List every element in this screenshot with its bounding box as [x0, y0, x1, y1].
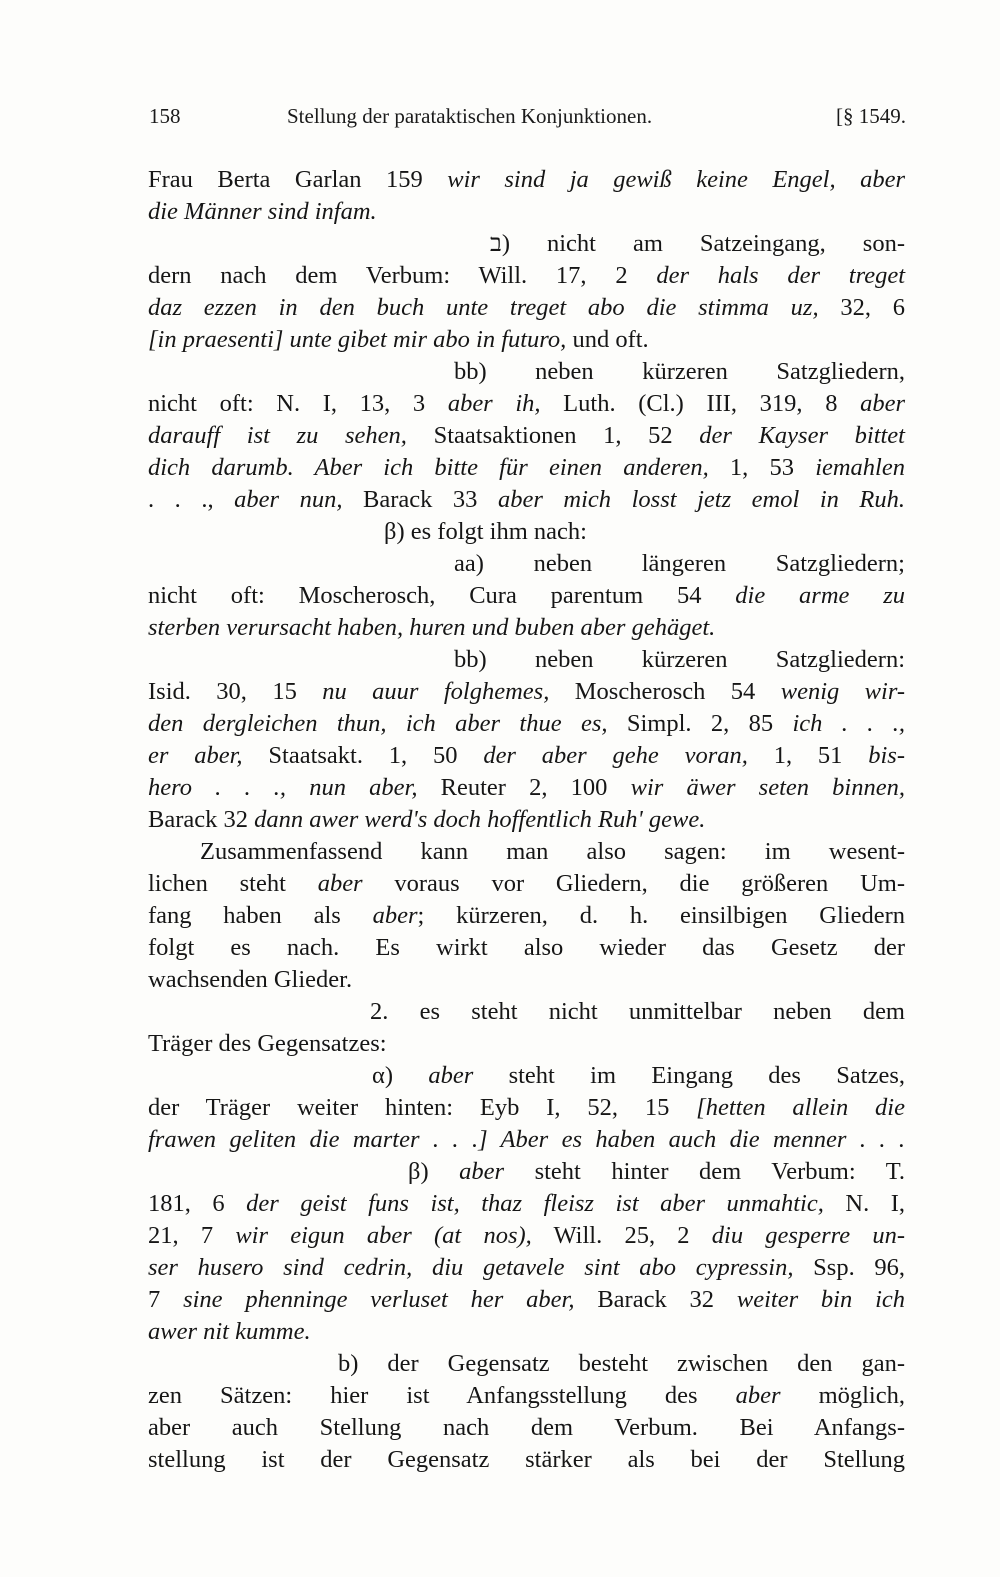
text-line: [338, 1348, 905, 1380]
italic-quote: die arme zu: [735, 582, 905, 609]
text-line: [148, 1412, 905, 1444]
italic-quote: aber nun,: [234, 486, 343, 513]
text-run: Staatsakt. 1, 50: [242, 742, 484, 769]
italic-quote: der geist funs ist, thaz fleisz ist aber unmahtic,: [246, 1190, 824, 1217]
italic-quote: wir eigun aber (at nos),: [235, 1222, 532, 1249]
text-run: Luth. (Cl.) III, 319, 8: [540, 390, 861, 417]
text-line: [148, 868, 905, 900]
italic-quote: aber: [459, 1158, 505, 1185]
text-line: [148, 740, 905, 772]
text-line: [148, 164, 905, 196]
text-run: 1, 51: [747, 742, 869, 769]
text-line: [454, 548, 905, 580]
italic-quote: frawen geliten die marter . . .] Aber es haben auch die menner . . .: [148, 1126, 905, 1153]
text-line: [148, 1188, 905, 1220]
italic-quote: nu auur folghemes,: [322, 678, 550, 705]
text-run: ב) nicht am Satzeingang, son-: [490, 230, 905, 257]
italic-quote: dann awer werd's doch hoffentlich Ruh' gewe.: [254, 806, 706, 833]
text-run: β) es folgt ihm nach:: [384, 518, 587, 545]
text-line: [148, 900, 905, 932]
text-line: [148, 324, 649, 356]
italic-quote: [hetten allein die: [696, 1094, 905, 1121]
text-run: 32, 6: [818, 294, 906, 321]
italic-quote: der aber gehe voran,: [483, 742, 748, 769]
text-run: nicht oft: N. I, 13, 3: [148, 390, 448, 417]
text-run: Will. 25, 2: [531, 1222, 712, 1249]
section-number: [§ 1549.: [836, 104, 906, 128]
text-run: β): [408, 1158, 460, 1185]
text-run: Barack 32: [148, 806, 255, 833]
text-run: zen Sätzen: hier ist Anfangsstellung des: [148, 1382, 736, 1409]
italic-quote: den dergleichen thun, ich aber thue es,: [148, 710, 608, 737]
text-run: aber auch Stellung nach dem Verbum. Bei Anfangs-: [148, 1414, 905, 1441]
italic-quote: aber: [317, 870, 363, 897]
text-line: [408, 1156, 905, 1188]
text-line: [490, 228, 905, 260]
text-run: ; kürzeren, d. h. einsilbigen Gliedern: [417, 902, 905, 929]
text-line: [148, 676, 905, 708]
text-line: [372, 1060, 905, 1092]
text-line: [454, 644, 905, 676]
text-run: wachsenden Glieder.: [148, 966, 353, 993]
text-run: Reuter 2, 100: [417, 774, 631, 801]
text-run: fang haben als: [148, 902, 373, 929]
text-run: lichen steht: [148, 870, 318, 897]
text-run: 21, 7: [148, 1222, 236, 1249]
text-line: [148, 1124, 905, 1156]
text-line: [148, 196, 377, 228]
text-line: [148, 580, 905, 612]
text-run: Ssp. 96,: [793, 1254, 905, 1281]
italic-quote: die Männer sind infam.: [148, 198, 377, 225]
italic-quote: awer nit kumme.: [148, 1318, 311, 1345]
text-run: Staatsaktionen 1, 52: [406, 422, 700, 449]
text-run: steht hinter dem Verbum: T.: [504, 1158, 905, 1185]
italic-quote: ser husero sind cedrin, diu getavele sint abo cypressin,: [148, 1254, 794, 1281]
italic-quote: der Kayser bittet: [699, 422, 905, 449]
text-run: der Träger weiter hinten: Eyb I, 52, 15: [148, 1094, 697, 1121]
text-line: [148, 420, 905, 452]
text-line: [148, 932, 905, 964]
text-line: [384, 516, 587, 548]
text-run: bb) neben kürzeren Satzgliedern,: [454, 358, 905, 385]
running-header: [149, 104, 906, 138]
italic-quote: ich . . .,: [792, 710, 905, 737]
text-line: [370, 996, 905, 1028]
text-run: 1, 53: [708, 454, 816, 481]
text-run: nicht oft: Moscherosch, Cura parentum 54: [148, 582, 736, 609]
italic-quote: aber mich losst jetz emol in Ruh.: [497, 486, 906, 513]
text-run: folgt es nach. Es wirkt also wieder das Gesetz der: [148, 934, 905, 961]
page-number: 158: [149, 104, 181, 128]
italic-quote: daz ezzen in den buch unte treget abo die stimma uz,: [148, 294, 819, 321]
text-run: 2. es steht nicht unmittelbar neben dem: [370, 998, 905, 1025]
text-run: b) der Gegensatz besteht zwischen den gan-: [338, 1350, 905, 1377]
italic-quote: sine phenninge verluset her aber,: [183, 1286, 575, 1313]
text-line: [148, 1284, 905, 1316]
text-line: [148, 1092, 905, 1124]
text-line: [148, 260, 905, 292]
text-line: [148, 452, 905, 484]
text-run: α): [372, 1062, 429, 1089]
text-line: [200, 836, 905, 868]
text-line: [148, 804, 705, 836]
italic-quote: darauff ist zu sehen,: [148, 422, 407, 449]
italic-quote: aber: [735, 1382, 781, 1409]
text-line: [148, 1444, 905, 1476]
text-line: [148, 1220, 905, 1252]
text-run: möglich,: [780, 1382, 905, 1409]
text-line: [148, 612, 715, 644]
text-line: [148, 964, 352, 996]
text-run: 181, 6: [148, 1190, 247, 1217]
italic-quote: der hals der treget: [656, 262, 905, 289]
text-run: bb) neben kürzeren Satzgliedern:: [454, 646, 905, 673]
italic-quote: iemahlen: [815, 454, 905, 481]
text-run: Moscherosch 54: [549, 678, 781, 705]
italic-quote: aber: [372, 902, 418, 929]
text-run: 7: [148, 1286, 184, 1313]
text-line: [148, 1252, 905, 1284]
italic-quote: hero . . ., nun aber,: [148, 774, 418, 801]
running-title: Stellung der parataktischen Konjunktionen.: [287, 104, 653, 128]
italic-quote: wenig wir-: [780, 678, 906, 705]
italic-quote: wir sind ja gewiß keine Engel, aber: [447, 166, 905, 193]
text-run: Simpl. 2, 85: [607, 710, 793, 737]
text-run: Frau Berta Garlan 159: [148, 166, 448, 193]
text-line: [148, 708, 905, 740]
text-run: Barack 33: [342, 486, 498, 513]
italic-quote: er aber,: [148, 742, 243, 769]
text-line: [454, 356, 905, 388]
text-run: steht im Eingang des Satzes,: [473, 1062, 905, 1089]
italic-quote: wir äwer seten binnen,: [630, 774, 905, 801]
italic-quote: diu gesperre un-: [711, 1222, 906, 1249]
italic-quote: aber: [860, 390, 905, 417]
text-run: Barack 32: [574, 1286, 737, 1313]
text-run: voraus vor Gliedern, die größeren Um-: [362, 870, 905, 897]
italic-quote: bis-: [868, 742, 905, 769]
text-line: [148, 1316, 311, 1348]
text-run: aa) neben längeren Satzgliedern;: [454, 550, 905, 577]
text-line: [148, 772, 905, 804]
text-line: [148, 1028, 387, 1060]
italic-quote: weiter bin ich: [736, 1286, 906, 1313]
text-run: stellung ist der Gegensatz stärker als bei der Stellung: [148, 1446, 905, 1473]
italic-quote: dich darumb. Aber ich bitte für einen anderen,: [148, 454, 709, 481]
text-line: [148, 1380, 905, 1412]
text-run: dern nach dem Verbum: Will. 17, 2: [148, 262, 657, 289]
text-run: Zusammenfassend kann man also sagen: im wesent-: [200, 838, 905, 865]
text-line: [148, 484, 905, 516]
text-run: und oft.: [566, 326, 649, 353]
text-run: . . .,: [148, 486, 235, 513]
text-run: Isid. 30, 15: [148, 678, 323, 705]
text-line: [148, 292, 905, 324]
italic-quote: aber: [428, 1062, 474, 1089]
italic-quote: aber ih,: [447, 390, 541, 417]
text-run: Träger des Gegensatzes:: [148, 1030, 387, 1057]
text-run: N. I,: [823, 1190, 906, 1217]
italic-quote: sterben verursacht haben, huren und buben aber gehäget.: [148, 614, 716, 641]
italic-quote: [in praesenti] unte gibet mir abo in futuro,: [148, 326, 567, 353]
text-line: [148, 388, 905, 420]
